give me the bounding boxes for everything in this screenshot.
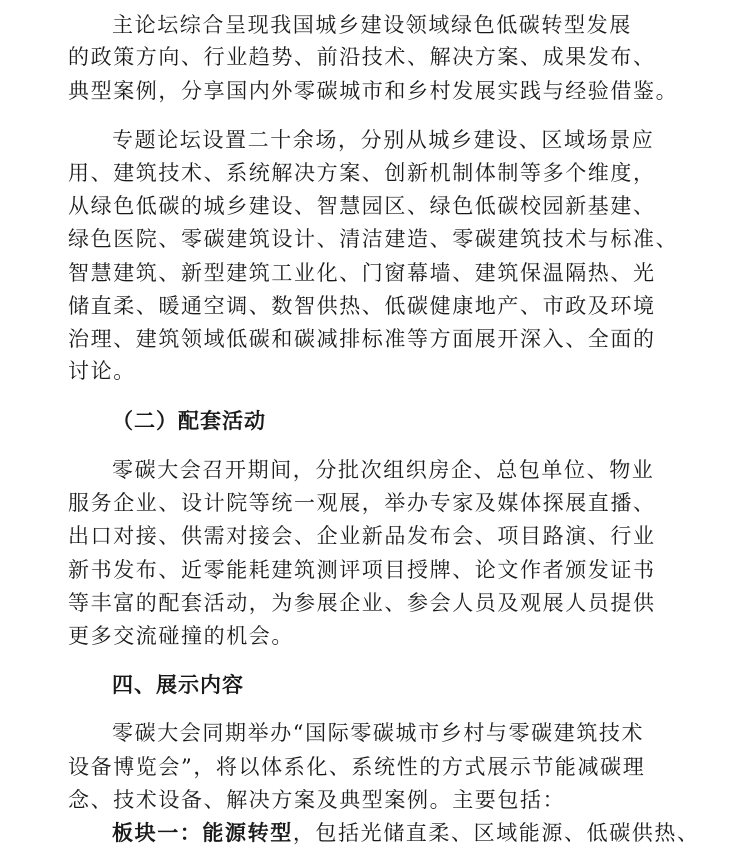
paragraph-line: 从绿色低碳的城乡建设、智慧园区、绿色低碳校园新基建、	[68, 194, 656, 218]
block-one-line	[0, 816, 755, 850]
paragraph-line: 绿色医院、零碳建筑设计、清洁建造、零碳建筑技术与标准、	[68, 227, 679, 251]
paragraph-line: 零碳大会同期举办“国际零碳城市乡村与零碳建筑技术	[112, 721, 645, 745]
paragraph-line: 讨论。	[68, 359, 136, 383]
paragraph-line: 治理、建筑领域低碳和碳减排标准等方面展开深入、全面的	[68, 327, 656, 351]
paragraph-line: 智慧建筑、新型建筑工业化、门窗幕墙、建筑保温隔热、光	[68, 261, 656, 285]
paragraph-line: 专题论坛设置二十余场，分别从城乡建设、区域场景应	[112, 128, 655, 152]
paragraph-line: 零碳大会召开期间，分批次组织房企、总包单位、物业	[112, 458, 655, 482]
paragraph-line: 服务企业、设计院等统一观展，举办专家及媒体探展直播、	[68, 491, 656, 515]
paragraph-line: 等丰富的配套活动，为参展企业、参会人员及观展人员提供	[68, 591, 656, 615]
paragraph-line: 典型案例，分享国内外零碳城市和乡村发展实践与经验借鉴。	[68, 79, 679, 103]
section-heading-exhibit: 四、展示内容	[112, 673, 244, 697]
block-one-label: 板块一：能源转型	[112, 821, 293, 845]
block-one-text: ，包括光储直柔、区域能源、低碳供热、	[292, 821, 700, 845]
paragraph-line: 主论坛综合呈现我国城乡建设领域绿色低碳转型发展	[112, 13, 632, 37]
paragraph-line: 更多交流碰撞的机会。	[68, 624, 294, 648]
paragraph-line: 储直柔、暖通空调、数智供热、低碳健康地产、市政及环境	[68, 294, 656, 318]
paragraph-line: 念、技术设备、解决方案及典型案例。主要包括：	[68, 788, 566, 812]
section-heading-activities: （二）配套活动	[112, 409, 266, 433]
paragraph-line: 新书发布、近零能耗建筑测评项目授牌、论文作者颁发证书	[68, 558, 656, 582]
paragraph-line: 用、建筑技术、系统解决方案、创新机制体制等多个维度，	[68, 161, 656, 185]
paragraph-line: 设备博览会”，将以体系化、系统性的方式展示节能减碳理	[68, 755, 646, 779]
paragraph-line: 的政策方向、行业趋势、前沿技术、解决方案、成果发布、	[68, 45, 656, 69]
paragraph-line: 出口对接、供需对接会、企业新品发布会、项目路演、行业	[68, 524, 656, 548]
